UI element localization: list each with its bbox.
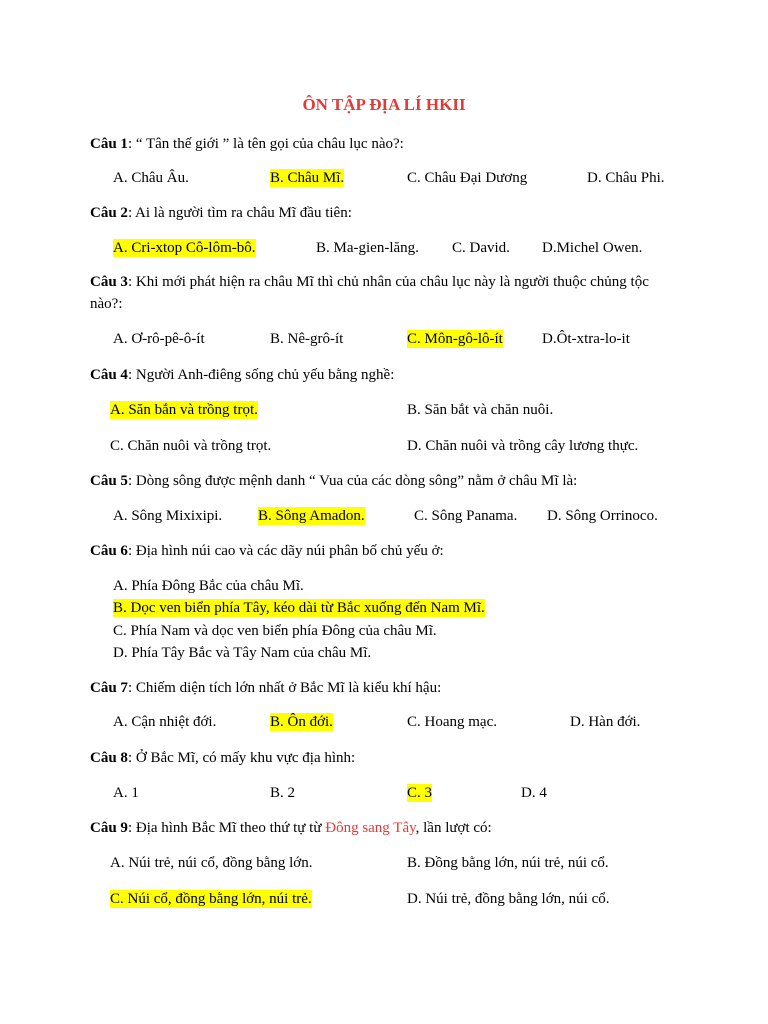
option-3a: A. Ơ-rô-pê-ô-ít bbox=[113, 331, 205, 347]
option-9b: B. Đồng bằng lớn, núi trẻ, núi cổ. bbox=[407, 855, 609, 871]
option-5b: B. Sông Amadon. bbox=[258, 508, 365, 524]
option-3d: D.Ôt-xtra-lo-it bbox=[542, 331, 630, 347]
option-6c: C. Phía Nam và dọc ven biển phía Đông của châu Mĩ. bbox=[113, 623, 437, 639]
option-1a: A. Châu Âu. bbox=[113, 170, 189, 186]
question-text: : Ở Bắc Mĩ, có mấy khu vực địa hình: bbox=[127, 750, 356, 766]
question-text-highlight: Đông sang Tây bbox=[325, 820, 416, 836]
option-6a: A. Phía Đông Bắc của châu Mĩ. bbox=[113, 578, 304, 594]
question-text: : Địa hình Bắc Mĩ theo thứ tự từ bbox=[127, 820, 326, 836]
option-5a: A. Sông Mixixipi. bbox=[113, 508, 223, 524]
option-4a: A. Săn bắn và trồng trọt. bbox=[110, 402, 258, 418]
option-9d: D. Núi trẻ, đồng bằng lớn, núi cổ. bbox=[407, 891, 610, 907]
option-7a: A. Cận nhiệt đới. bbox=[113, 714, 217, 730]
question-6 bbox=[90, 542, 690, 560]
question-label: Câu 9 bbox=[90, 820, 128, 836]
question-label: Câu 7 bbox=[90, 680, 128, 696]
question-9 bbox=[90, 819, 690, 837]
option-3c: C. Môn-gô-lô-ít bbox=[407, 331, 503, 347]
question-1 bbox=[90, 135, 690, 153]
option-3b: B. Nê-grô-ít bbox=[270, 331, 344, 347]
option-4d: D. Chăn nuôi và trồng cây lương thực. bbox=[407, 438, 639, 454]
question-text: : Người Anh-điêng sống chủ yếu bằng nghề: bbox=[127, 367, 395, 383]
question-text: : Khi mới phát hiện ra châu Mĩ thì chủ nhân của châu lục này là người thuộc chủng tộc nào?: bbox=[90, 274, 649, 312]
option-9c: C. Núi cổ, đồng bằng lớn, núi trẻ. bbox=[110, 891, 312, 907]
question-4 bbox=[90, 366, 690, 384]
question-label: Câu 3 bbox=[90, 274, 128, 290]
question-7 bbox=[90, 679, 690, 697]
question-text: : Dòng sông được mệnh danh “ Vua của các dòng sông” nằm ở châu Mĩ là: bbox=[127, 473, 578, 489]
question-text: : “ Tân thế giới ” là tên gọi của châu lục nào?: bbox=[127, 136, 404, 152]
question-label: Câu 2 bbox=[90, 205, 128, 221]
question-label: Câu 4 bbox=[90, 367, 128, 383]
question-text: : Chiếm diện tích lớn nhất ở Bắc Mĩ là kiểu khí hậu: bbox=[127, 680, 442, 696]
option-5c: C. Sông Panama. bbox=[414, 508, 518, 524]
question-text: , lần lượt có: bbox=[415, 820, 492, 836]
question-label: Câu 8 bbox=[90, 750, 128, 766]
option-5d: D. Sông Orrinoco. bbox=[547, 508, 658, 524]
question-label: Câu 6 bbox=[90, 543, 128, 559]
option-1d: D. Châu Phi. bbox=[587, 170, 665, 186]
option-2c: C. David. bbox=[452, 240, 510, 256]
option-9a: A. Núi trẻ, núi cổ, đồng bằng lớn. bbox=[110, 855, 313, 871]
option-4b: B. Săn bắt và chăn nuôi. bbox=[407, 402, 554, 418]
option-7d: D. Hàn đới. bbox=[570, 714, 641, 730]
question-8 bbox=[90, 749, 690, 767]
option-7b: B. Ôn đới. bbox=[270, 714, 333, 730]
option-2d: D.Michel Owen. bbox=[542, 240, 643, 256]
question-3 bbox=[90, 271, 680, 315]
question-5 bbox=[90, 472, 690, 490]
option-1b: B. Châu Mĩ. bbox=[270, 170, 345, 186]
page-title: ÔN TẬP ĐỊA LÍ HKII bbox=[302, 95, 466, 114]
option-2a: A. Cri-xtop Cô-lôm-bô. bbox=[113, 240, 256, 256]
question-label: Câu 1 bbox=[90, 136, 128, 152]
option-8d: D. 4 bbox=[521, 785, 547, 801]
option-1c: C. Châu Đại Dương bbox=[407, 170, 528, 186]
question-2 bbox=[90, 204, 690, 222]
option-6d: D. Phía Tây Bắc và Tây Nam của châu Mĩ. bbox=[113, 645, 372, 661]
question-label: Câu 5 bbox=[90, 473, 128, 489]
option-4c: C. Chăn nuôi và trồng trọt. bbox=[110, 438, 272, 454]
question-text: : Địa hình núi cao và các dãy núi phân bố chủ yếu ở: bbox=[127, 543, 444, 559]
question-text: : Ai là người tìm ra châu Mĩ đầu tiên: bbox=[127, 205, 352, 221]
option-8c: C. 3 bbox=[407, 785, 433, 801]
option-6b: B. Dọc ven biển phía Tây, kéo dài từ Bắc xuống đến Nam Mĩ. bbox=[113, 600, 485, 616]
option-8a: A. 1 bbox=[113, 785, 139, 801]
option-2b: B. Ma-gien-lăng. bbox=[316, 240, 419, 256]
option-8b: B. 2 bbox=[270, 785, 296, 801]
option-7c: C. Hoang mạc. bbox=[407, 714, 497, 730]
